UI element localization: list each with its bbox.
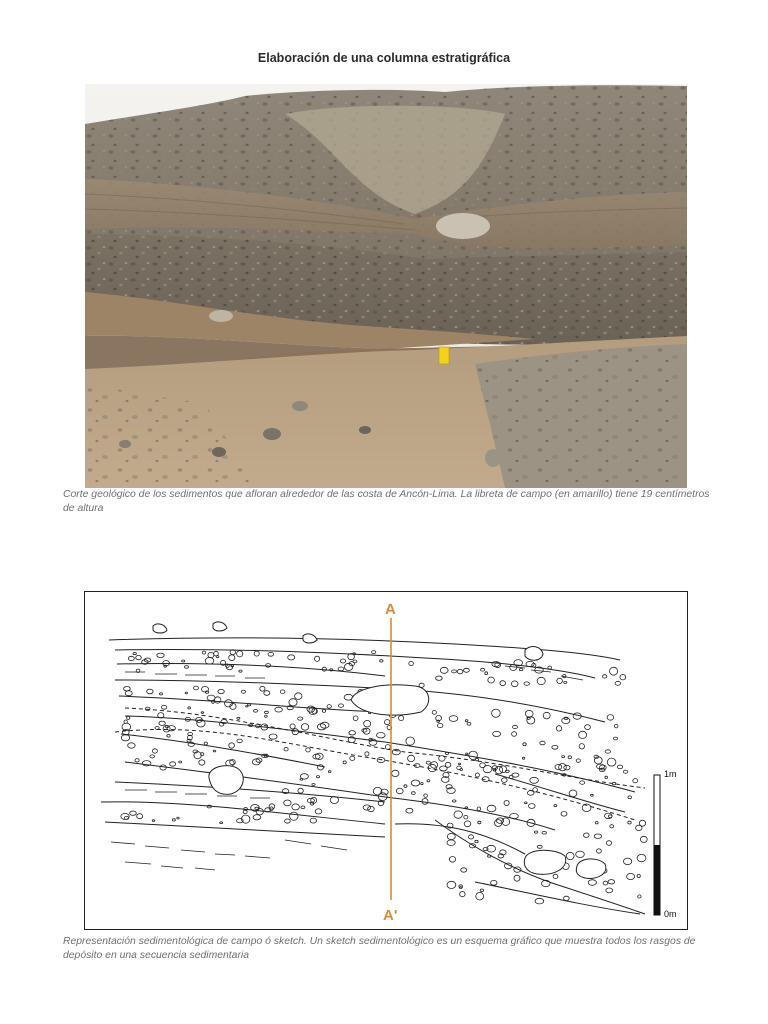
page-title: Elaboración de una columna estratigráfica bbox=[257, 51, 511, 65]
section-top-label: A bbox=[385, 601, 396, 618]
field-notebook bbox=[439, 347, 449, 364]
sedimentological-sketch bbox=[84, 591, 688, 930]
section-bottom-label: A' bbox=[383, 907, 398, 924]
photo-caption: Corte geológico de los sedimentos que afloran alrededor de las costa de Ancón-Lima. La libreta de campo (en amarillo) tiene 19 centímetros de altura bbox=[63, 489, 710, 514]
scale-bottom-label: 0m bbox=[664, 909, 677, 919]
outcrop-photo bbox=[85, 84, 687, 488]
sketch-caption: Representación sedimentológica de campo ó sketch. Un sketch sedimentológico es un esquema gráfico que muestra todos los rasgos de depósito en una secuencia sedimentaria bbox=[63, 936, 696, 961]
scale-bar bbox=[654, 769, 677, 919]
scale-top-label: 1m bbox=[664, 769, 677, 779]
